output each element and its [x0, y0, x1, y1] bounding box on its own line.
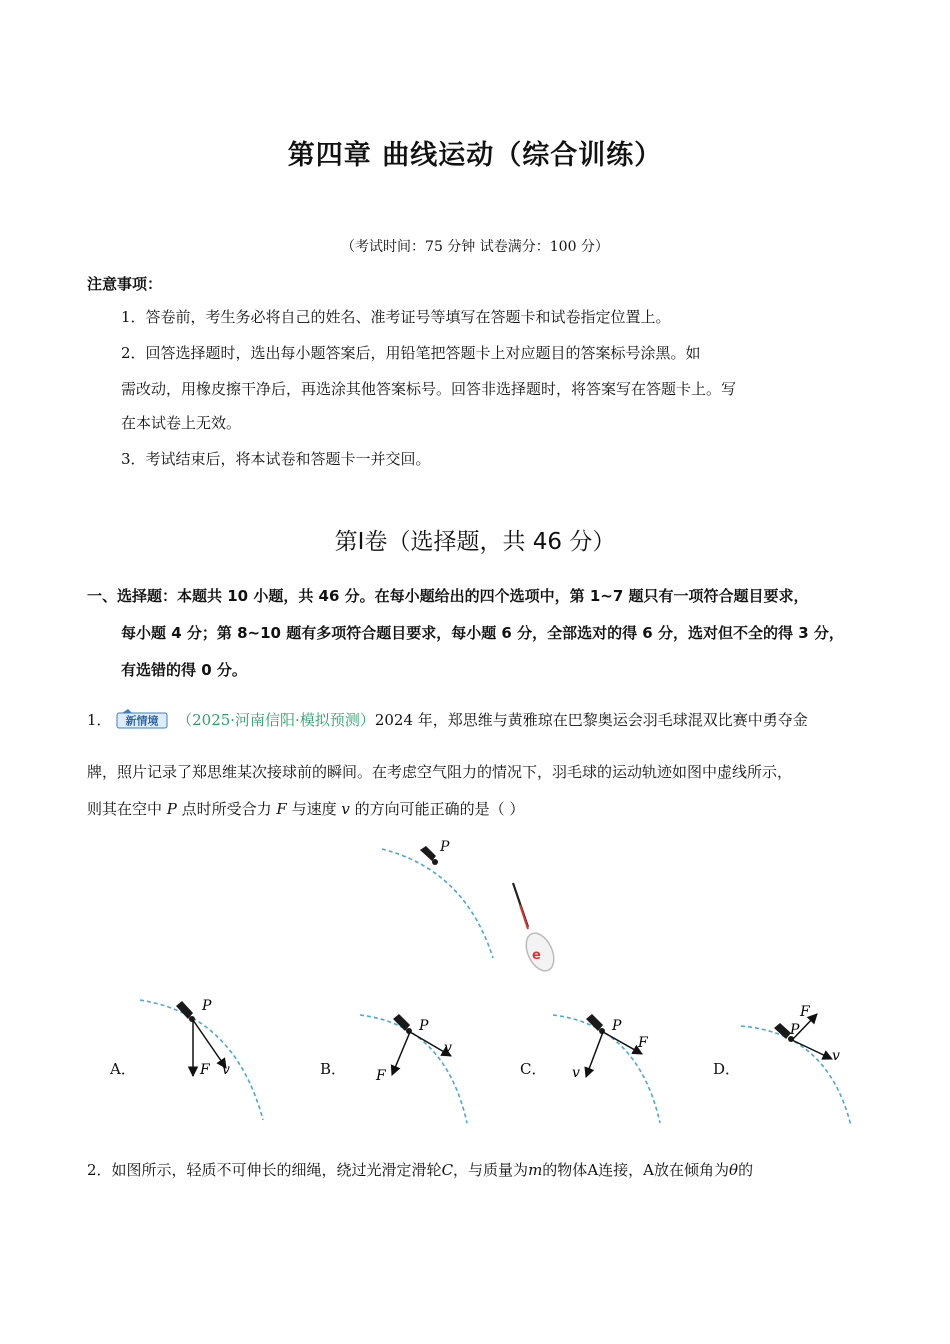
notice-title: 注意事项： [87, 275, 163, 293]
point-label-p: P [419, 1018, 429, 1034]
force-arrow [392, 1032, 410, 1075]
point-label-p: P [202, 998, 212, 1014]
badge-label: 新情境 [125, 714, 159, 728]
notice-item-2-cont2: 在本试卷上无效。 [121, 414, 242, 432]
trajectory-curve [140, 1000, 263, 1120]
shuttlecock-trajectory-figure [370, 835, 570, 980]
question-number: 2． [87, 1161, 112, 1179]
text-fragment: 放在倾角为 [654, 1161, 730, 1179]
velocity-arrow [792, 1040, 832, 1059]
option-b-diagram [355, 1005, 495, 1125]
question-source: （2025·河南信阳·模拟预测） [177, 711, 375, 729]
trajectory-curve [741, 1026, 851, 1126]
notice-item-1: 1．答卷前，考生务必将自己的姓名、准考证号等填写在答题卡和试卷指定位置上。 [121, 308, 671, 326]
question-1-line-2: 牌，照片记录了郑思维某次接球前的瞬间。在考虑空气阻力的情况下，羽毛球的运动轨迹如图中虚线所示， [87, 763, 793, 781]
text-fragment: 的方向可能正确的是（ ） [349, 800, 525, 818]
part-instruction-line-1: 一、选择题：本题共 10 小题，共 46 分。在每小题给出的四个选项中，第 1~7 题只有一项符合题目要求， [87, 587, 809, 605]
new-context-badge [116, 709, 168, 729]
var-f: F [276, 800, 287, 818]
part-instruction-line-3: 有选错的得 0 分。 [121, 661, 247, 679]
var-c: C [441, 1161, 454, 1179]
trajectory-curve [553, 1015, 660, 1123]
text-fragment: 的物体 [542, 1161, 588, 1179]
text-fragment: 点时所受合力 [176, 800, 277, 818]
page-title: 第四章 曲线运动（综合训练） [287, 140, 663, 171]
var-v: v [341, 800, 350, 818]
velocity-label: v [832, 1048, 840, 1064]
point-label-p: P [790, 1022, 800, 1038]
force-arrow [603, 1032, 642, 1054]
var-a: A [643, 1161, 655, 1179]
var-a: A [587, 1161, 599, 1179]
text-fragment: 则其在空中 [87, 800, 167, 818]
force-label: F [376, 1068, 386, 1084]
text-fragment: 如图所示，轻质不可伸长的细绳，绕过光滑定滑轮 [111, 1161, 442, 1179]
option-a-diagram [130, 990, 270, 1125]
force-label: F [638, 1035, 648, 1051]
force-label: F [200, 1062, 210, 1078]
option-c-diagram [548, 1005, 688, 1125]
question-number: 1． [87, 711, 112, 729]
force-label: F [800, 1004, 810, 1020]
option-b-label[interactable]: B． [320, 1060, 347, 1078]
option-a-label[interactable]: A． [110, 1060, 136, 1078]
velocity-arrow [193, 1020, 226, 1068]
notice-item-2-cont: 需改动，用橡皮擦干净后，再选涂其他答案标号。回答非选择题时，将答案写在答题卡上。写 [121, 380, 737, 398]
notice-item-3: 3．考试结束后，将本试卷和答题卡一并交回。 [121, 450, 431, 468]
option-d-label[interactable]: D． [713, 1060, 741, 1078]
point-label-p: P [612, 1018, 622, 1034]
svg-text:e: e [532, 948, 541, 963]
part-instruction-line-2: 每小题 4 分；第 8~10 题有多项符合题目要求，每小题 6 分，全部选对的得 6 分，选对但不全的得 3 分， [121, 624, 844, 642]
var-m: m [528, 1161, 543, 1179]
racket-icon [513, 883, 559, 975]
option-c-label[interactable]: C． [520, 1060, 547, 1078]
notice-item-2: 2．回答选择题时，选出每小题答案后，用铅笔把答题卡上对应题目的答案标号涂黑。如 [121, 344, 701, 362]
var-p: P [166, 800, 177, 818]
text-fragment: 连接， [598, 1161, 644, 1179]
section-title: 第Ⅰ卷（选择题，共 46 分） [334, 529, 616, 555]
question-1-line-1 [87, 709, 808, 730]
text-fragment: 的 [738, 1161, 754, 1179]
var-theta: θ [729, 1161, 739, 1179]
question-1-line-3 [87, 798, 524, 819]
text-fragment: ，与质量为 [453, 1161, 529, 1179]
shuttlecock-icon [420, 846, 438, 865]
question-text: 2024 年，郑思维与黄雅琼在巴黎奥运会羽毛球混双比赛中勇夺金 [374, 711, 808, 729]
velocity-arrow [586, 1032, 603, 1077]
shuttlecock-icon [176, 1001, 195, 1022]
question-2-line-1 [87, 1159, 753, 1180]
velocity-label: v [222, 1062, 230, 1078]
text-fragment: 与速度 [286, 800, 342, 818]
velocity-label: v [444, 1040, 452, 1056]
trajectory-curve [382, 849, 493, 958]
option-d-diagram [738, 998, 878, 1128]
exam-info: （考试时间：75 分钟 试卷满分：100 分） [341, 239, 609, 255]
point-label-p: P [440, 839, 450, 855]
velocity-label: v [572, 1065, 580, 1081]
